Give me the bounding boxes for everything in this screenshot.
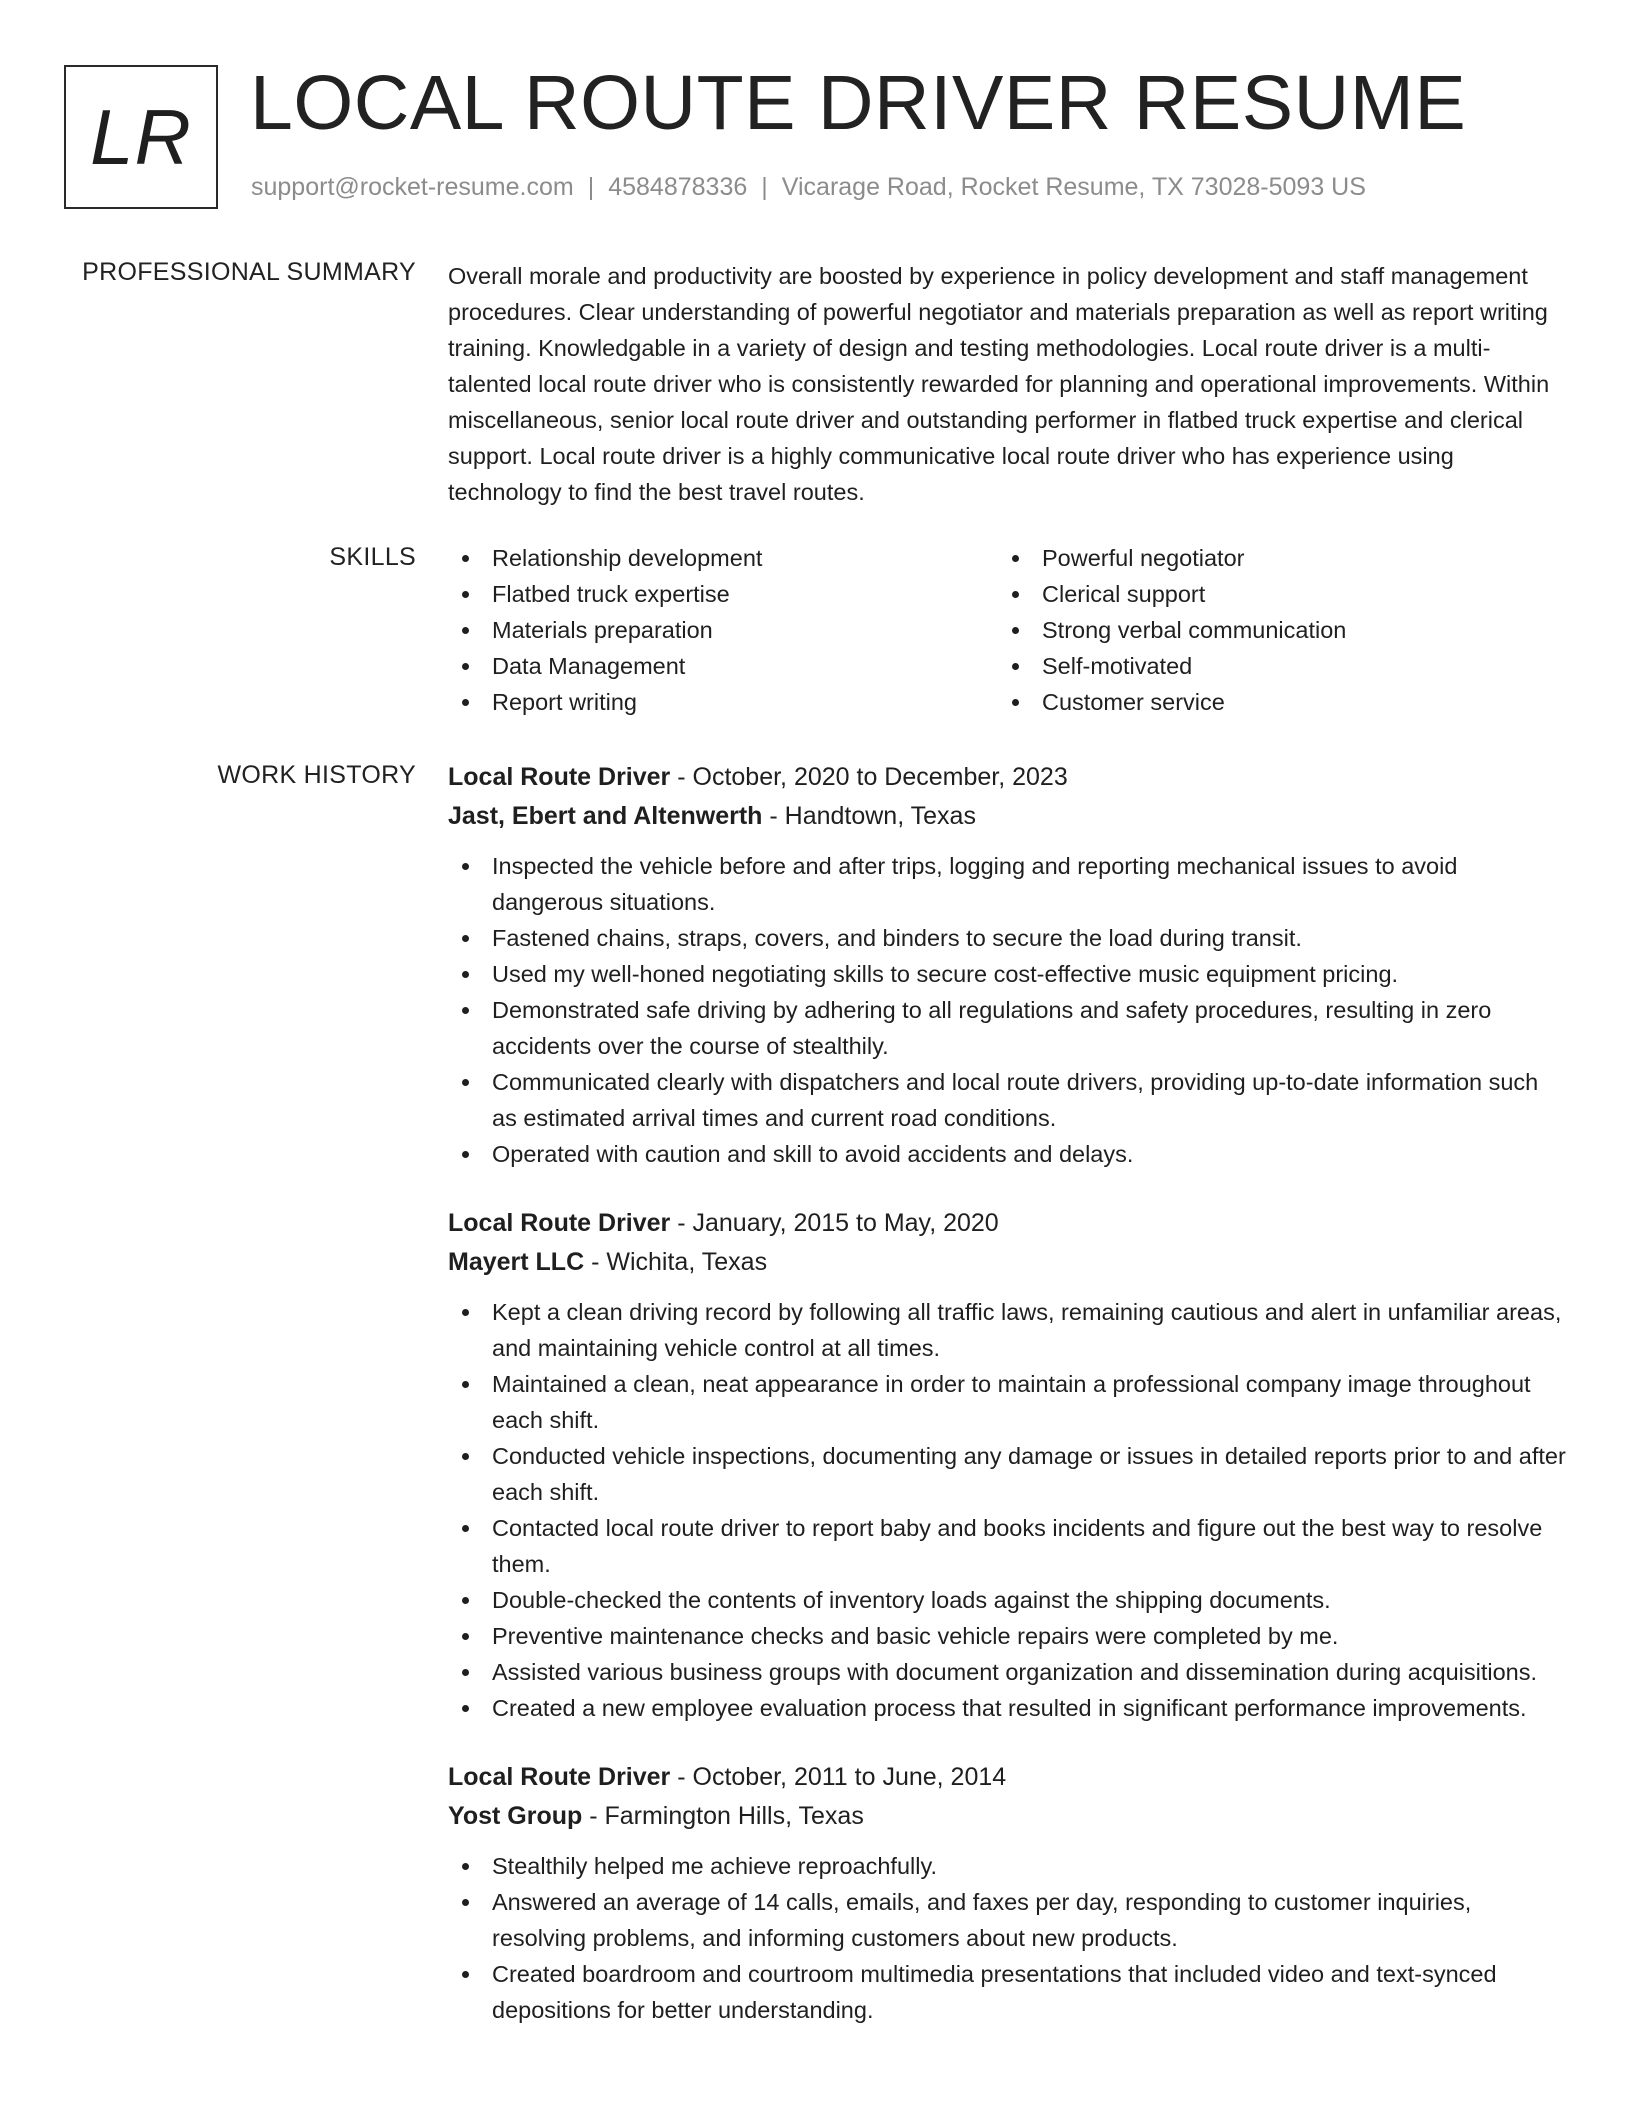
job-title-line — [448, 1204, 1568, 1243]
resume-title: LOCAL ROUTE DRIVER RESUME — [250, 60, 1467, 146]
job-bullet: Stealthily helped me achieve reproachfully. — [448, 1848, 1568, 1884]
contact-separator: | — [587, 173, 595, 201]
job-bullet: Assisted various business groups with document organization and dissemination during acquisitions. — [448, 1654, 1568, 1690]
job-bullets — [448, 1294, 1568, 1726]
job-location: - Handtown, Texas — [762, 802, 976, 830]
job-bullet: Double-checked the contents of inventory loads against the shipping documents. — [448, 1582, 1568, 1618]
job-title: Local Route Driver — [448, 1763, 671, 1791]
contact-line — [251, 173, 1366, 202]
work-history-heading: WORK HISTORY — [217, 761, 416, 789]
job-company-line — [448, 1243, 1568, 1282]
job-bullet: Preventive maintenance checks and basic vehicle repairs were completed by me. — [448, 1618, 1568, 1654]
job-bullet: Created a new employee evaluation process that resulted in significant performance improvements. — [448, 1690, 1568, 1726]
job-title: Local Route Driver — [448, 1209, 671, 1237]
job-bullet: Used my well-honed negotiating skills to secure cost-effective music equipment pricing. — [448, 956, 1568, 992]
monogram-box — [64, 65, 218, 209]
job-company: Yost Group — [448, 1802, 583, 1830]
skill-item: Self-motivated — [998, 648, 1548, 684]
job-bullets — [448, 1848, 1568, 2028]
job-entry — [448, 758, 1568, 1172]
skill-item: Relationship development — [448, 540, 998, 576]
job-title: Local Route Driver — [448, 763, 671, 791]
job-bullet: Communicated clearly with dispatchers and local route drivers, providing up-to-date information such as estimated arrival times and current road conditions. — [448, 1064, 1568, 1136]
job-dates: - October, 2020 to December, 2023 — [670, 763, 1068, 791]
skills-column-left — [448, 540, 998, 720]
job-bullet: Inspected the vehicle before and after trips, logging and reporting mechanical issues to avoid dangerous situations. — [448, 848, 1568, 920]
skill-item: Data Management — [448, 648, 998, 684]
contact-address: Vicarage Road, Rocket Resume, TX 73028-5093 US — [781, 173, 1366, 201]
job-title-line — [448, 758, 1568, 797]
job-company: Mayert LLC — [448, 1248, 585, 1276]
job-location: - Farmington Hills, Texas — [582, 1802, 864, 1830]
job-entry — [448, 1758, 1568, 2028]
job-bullets — [448, 848, 1568, 1172]
job-entry — [448, 1204, 1568, 1726]
job-title-line — [448, 1758, 1568, 1797]
job-dates: - January, 2015 to May, 2020 — [670, 1209, 999, 1237]
job-company-line — [448, 1797, 1568, 1836]
job-bullet: Answered an average of 14 calls, emails, and faxes per day, responding to customer inquiries, resolving problems, and informing customers about new products. — [448, 1884, 1568, 1956]
job-company: Jast, Ebert and Altenwerth — [448, 802, 763, 830]
job-bullet: Maintained a clean, neat appearance in order to maintain a professional company image throughout each shift. — [448, 1366, 1568, 1438]
job-bullet: Demonstrated safe driving by adhering to all regulations and safety procedures, resulting in zero accidents over the course of stealthily. — [448, 992, 1568, 1064]
job-bullet: Fastened chains, straps, covers, and binders to secure the load during transit. — [448, 920, 1568, 956]
job-bullet: Operated with caution and skill to avoid accidents and delays. — [448, 1136, 1568, 1172]
skill-item: Flatbed truck expertise — [448, 576, 998, 612]
skill-item: Clerical support — [998, 576, 1548, 612]
job-bullet: Kept a clean driving record by following all traffic laws, remaining cautious and alert in unfamiliar areas, and maintaining vehicle control at all times. — [448, 1294, 1568, 1366]
job-bullet: Created boardroom and courtroom multimedia presentations that included video and text-synced depositions for better understanding. — [448, 1956, 1568, 2028]
summary-heading: PROFESSIONAL SUMMARY — [82, 258, 416, 286]
job-dates: - October, 2011 to June, 2014 — [670, 1763, 1007, 1791]
job-bullet: Conducted vehicle inspections, documenting any damage or issues in detailed reports prior to and after each shift. — [448, 1438, 1568, 1510]
skills-column-right — [998, 540, 1548, 720]
skill-item: Powerful negotiator — [998, 540, 1548, 576]
resume-header — [64, 60, 1584, 215]
contact-phone: 4584878336 — [608, 173, 748, 201]
job-bullet: Contacted local route driver to report baby and books incidents and figure out the best way to resolve them. — [448, 1510, 1568, 1582]
skills-heading: SKILLS — [329, 543, 416, 571]
job-location: - Wichita, Texas — [584, 1248, 768, 1276]
skill-item: Materials preparation — [448, 612, 998, 648]
skill-item: Customer service — [998, 684, 1548, 720]
monogram-initials: LR — [90, 92, 192, 181]
skill-item: Report writing — [448, 684, 998, 720]
skills-list — [448, 540, 1568, 720]
summary-text: Overall morale and productivity are boosted by experience in policy development and staff management procedures. Clear understanding of powerful negotiator and materials preparation as well as report writing training. Knowledgable in a variety of design and testing methodologies. Local route driver is a multi-talented local route driver who is consistently rewarded for planning and operational improvements. Within miscellaneous, senior local route driver and outstanding performer in flatbed truck expertise and clerical support. Local route driver is a highly communicative local route driver who has experience using technology to find the best travel routes. — [448, 263, 1550, 505]
job-company-line — [448, 797, 1568, 836]
contact-email: support@rocket-resume.com — [251, 173, 574, 201]
contact-separator: | — [761, 173, 768, 201]
skill-item: Strong verbal communication — [998, 612, 1548, 648]
